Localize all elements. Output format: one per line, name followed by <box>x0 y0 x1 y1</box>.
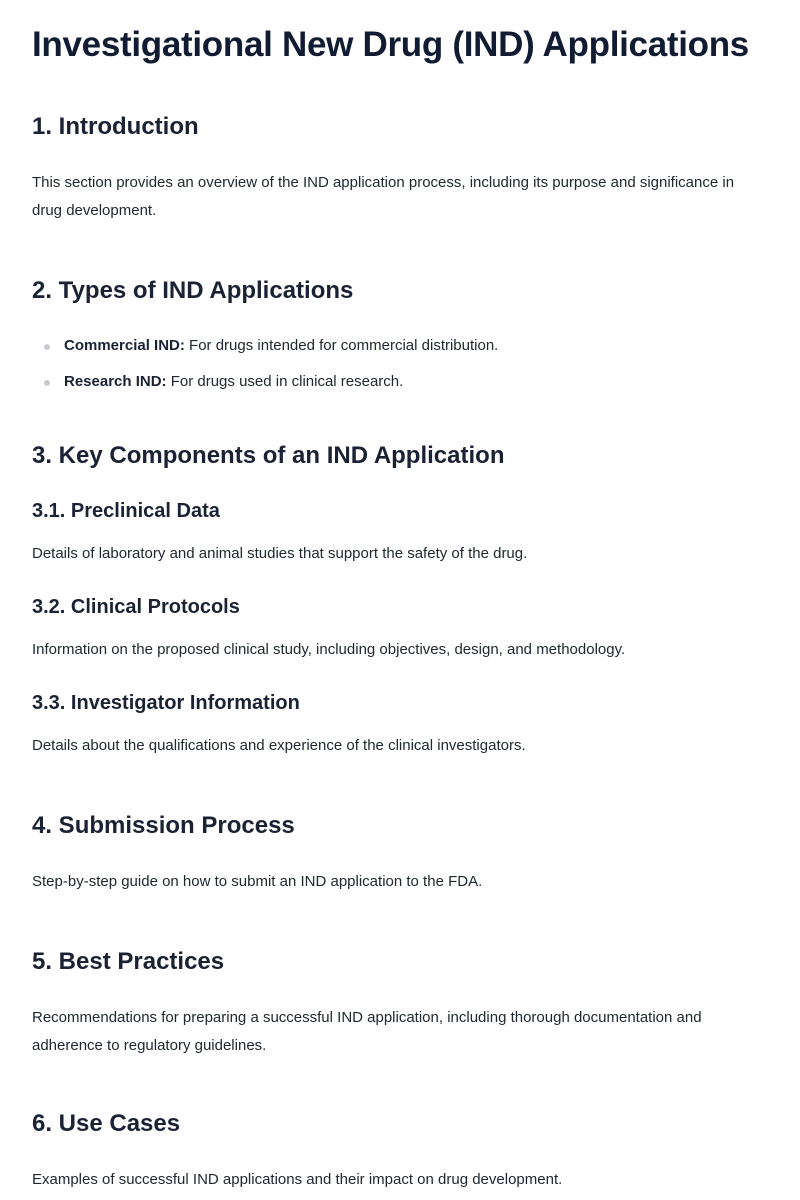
subsection-body: Information on the proposed clinical study, including objectives, design, and methodology. <box>32 641 626 658</box>
list-item-term: Research IND: <box>64 373 167 390</box>
section-heading: 2. Types of IND Applications <box>32 277 354 304</box>
list-item <box>32 368 768 396</box>
section-heading: 1. Introduction <box>32 113 199 140</box>
section-body: Recommendations for preparing a successful IND application, including thorough documentation and adherence to regulatory guidelines. <box>32 1009 702 1054</box>
section-body: Examples of successful IND applications and their impact on drug development. <box>32 1171 563 1188</box>
section-body: Step-by-step guide on how to submit an IND application to the FDA. <box>32 873 483 890</box>
subsection-body: Details about the qualifications and experience of the clinical investigators. <box>32 737 526 754</box>
section-heading: 6. Use Cases <box>32 1110 181 1137</box>
subsection-heading: 3.3. Investigator Information <box>32 692 300 714</box>
section-components <box>32 441 768 760</box>
section-body: This section provides an overview of the IND application process, including its purpose and significance in drug development. <box>32 174 735 219</box>
section-types <box>32 276 768 396</box>
section-heading: 5. Best Practices <box>32 948 225 975</box>
section-introduction <box>32 112 768 225</box>
types-list <box>32 332 768 396</box>
section-use-cases <box>32 1109 768 1194</box>
list-item-term: Commercial IND: <box>64 337 185 354</box>
subsection-investigator-information <box>32 690 768 760</box>
section-best-practices <box>32 947 768 1060</box>
subsection-heading: 3.2. Clinical Protocols <box>32 596 240 618</box>
section-submission-process <box>32 811 768 896</box>
list-item <box>32 332 768 360</box>
subsection-heading: 3.1. Preclinical Data <box>32 500 220 522</box>
page-title: Investigational New Drug (IND) Applications <box>32 25 749 64</box>
list-item-description: For drugs intended for commercial distribution. <box>184 337 499 354</box>
section-heading: 4. Submission Process <box>32 812 295 839</box>
subsection-body: Details of laboratory and animal studies that support the safety of the drug. <box>32 545 528 562</box>
list-item-description: For drugs used in clinical research. <box>166 373 404 390</box>
section-heading: 3. Key Components of an IND Application <box>32 442 505 469</box>
subsection-preclinical-data <box>32 498 768 568</box>
subsection-clinical-protocols <box>32 594 768 664</box>
